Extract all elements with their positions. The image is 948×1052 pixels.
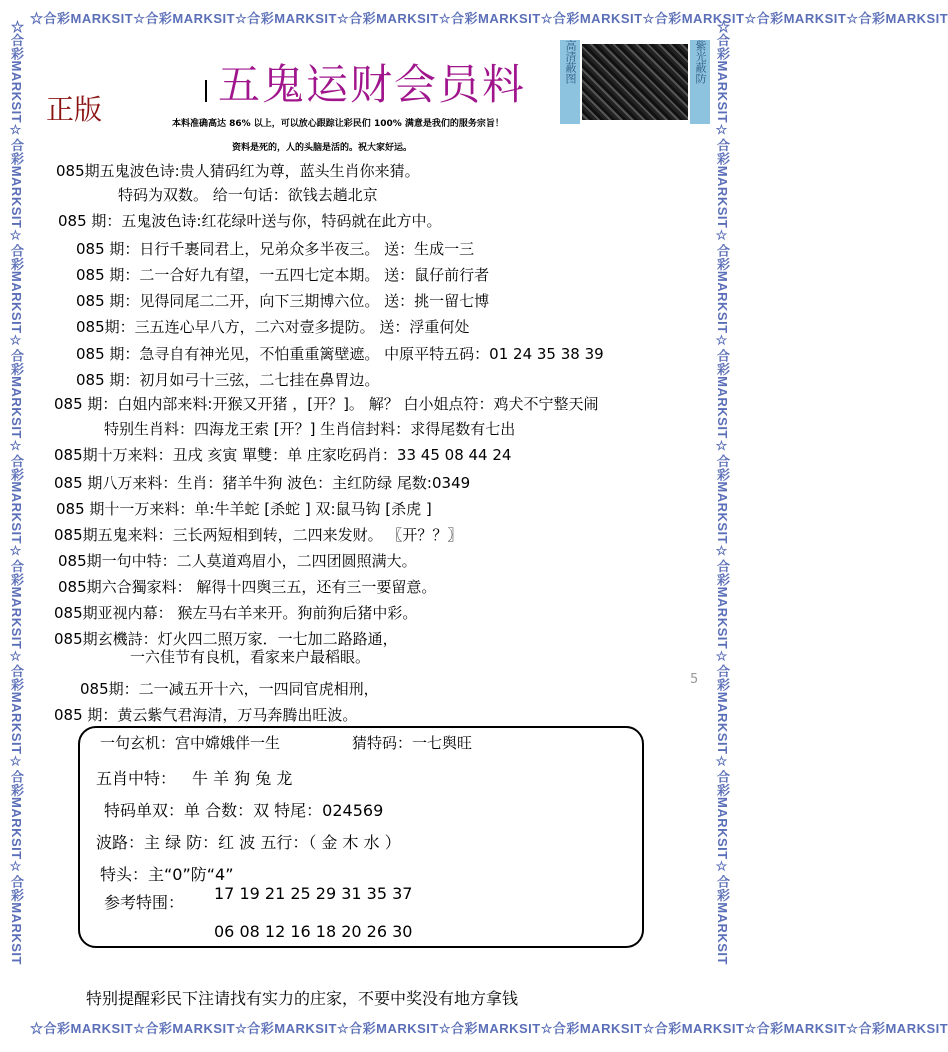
wave-line: 波路：主 绿 防：红 波 五行：（ 金 木 水 ） (96, 833, 401, 852)
reference-row-2: 06 08 12 16 18 20 26 30 (214, 922, 413, 941)
qr-right-label: 紫光蔽防 (690, 40, 710, 124)
content-line: 085 期：二一合好九有望，一五四七定本期。 送：鼠仔前行者 (76, 266, 490, 284)
content-line: 特别生肖料：四海龙王索 [开？] 生肖信封料：求得尾数有七出 (104, 420, 516, 438)
watermark-left: ☆合彩MARKSIT☆合彩MARKSIT☆合彩MARKSIT☆合彩MARKSIT☆合彩MARKSIT☆合彩MARKSIT☆合彩MARKSIT☆合彩MARKSIT☆合彩MARKSIT (9, 20, 24, 965)
qr-code-icon (582, 44, 688, 120)
content-line: 085 期：初月如弓十三弦，二七挂在鼻胃边。 (76, 371, 380, 389)
genuine-stamp: 正版 (46, 93, 103, 126)
page-title: 五鬼运财会员料 (218, 60, 527, 109)
content-line: 085期十万来料：丑戌 亥寅 單雙：单 庄家吃码肖：33 45 08 44 24 (54, 446, 512, 464)
reference-label: 参考特围： (104, 893, 185, 912)
content-line: 085 期：日行千裹同君上，兄弟众多半夜三。 送：生成一三 (76, 240, 475, 258)
content-line: 085期亚视内幕： 猴左马右羊来开。狗前狗后猪中彩。 (54, 604, 418, 622)
five-zodiac-values: 牛 羊 狗 兔 龙 (192, 769, 293, 788)
content-line: 特码为双数。 给一句话：欲钱去趟北京 (118, 186, 378, 204)
content-line: 085 期十一万来料：单:牛羊蛇 [杀蛇 ] 双:鼠马钩 [杀虎 ] (56, 500, 432, 518)
content-line: 085期六合獨家料： 解得十四舆三五，还有三一要留意。 (58, 578, 437, 596)
content-line: 085期五鬼来料：三长两短相到转，二四来发财。 〖开？？〗 (54, 526, 463, 544)
content-line: 085期五鬼波色诗:贵人猜码红为尊，蓝头生肖你来猜。 (56, 162, 420, 180)
watermark-bottom: ☆合彩MARKSIT☆合彩MARKSIT☆合彩MARKSIT☆合彩MARKSIT☆合彩MARKSIT☆合彩MARKSIT☆合彩MARKSIT☆合彩MARKSIT☆合彩MARKSIT (30, 1021, 948, 1036)
content-line: 085 期：五鬼波色诗:红花绿叶送与你，特码就在此方中。 (58, 212, 442, 230)
slogan-line-2: 资料是死的，人的头脑是活的。祝大家好运。 (232, 143, 413, 153)
content-line: 085 期：急寻自有神光见，不怕重重篱壁遮。 中原平特五码：01 24 35 38 39 (76, 345, 604, 363)
watermark-right: ☆合彩MARKSIT☆合彩MARKSIT☆合彩MARKSIT☆合彩MARKSIT☆合彩MARKSIT☆合彩MARKSIT☆合彩MARKSIT☆合彩MARKSIT☆合彩MARKSIT (715, 20, 730, 965)
qr-left-label: 高清蔽图 (560, 40, 580, 124)
content-line: 085期：二一减五开十六，一四同官虎相刑， (80, 680, 379, 698)
reference-row-1: 17 19 21 25 29 31 35 37 (214, 884, 413, 903)
head-line: 特头：主“0”防“4” (100, 865, 234, 884)
page-marker: 5 (690, 672, 699, 687)
riddle-text: 一句玄机：宫中嫦娥伴一生 (100, 734, 281, 752)
content-line: 085期一句中特：二人莫道鸡眉小，二四团圆照满大。 (58, 552, 417, 570)
content-line: 一六佳节有良机，看家来户最稻眼。 (130, 648, 371, 666)
qr-code-block (560, 40, 710, 124)
guess-text: 猜特码：一七舆旺 (352, 734, 473, 752)
footer-warning: 特别提醒彩民下注请找有实力的庄家，不要中奖没有地方拿钱 (86, 989, 519, 1008)
content-line: 085期：三五连心早八方，二六对壹多提防。 送：浮重何处 (76, 318, 470, 336)
content-line: 085 期八万来料：生肖：猪羊牛狗 波色：主红防绿 尾数:0349 (54, 474, 471, 492)
parity-line: 特码单双：单 合数：双 特尾：024569 (104, 801, 384, 820)
content-line: 085期玄機詩：灯火四二照万家．一七加二路路通， (54, 630, 398, 648)
slogan-line-1: 本料准确高达 86% 以上，可以放心跟踪让彩民们 100% 满意是我们的服务宗旨！ (172, 119, 504, 129)
title-cursor-mark (205, 80, 207, 102)
watermark-top: ☆合彩MARKSIT☆合彩MARKSIT☆合彩MARKSIT☆合彩MARKSIT☆合彩MARKSIT☆合彩MARKSIT☆合彩MARKSIT☆合彩MARKSIT☆合彩MARKSIT (30, 11, 948, 26)
content-line: 085 期：黄云紫气君海清，万马奔腾出旺波。 (54, 706, 358, 724)
five-zodiac-label: 五肖中特： (96, 769, 177, 788)
content-line: 085 期：见得同尾二二开，向下三期博六位。 送：挑一留七博 (76, 292, 490, 310)
content-line: 085 期：白姐内部来料:开猴又开猪 ，[开？]。 解？ 白小姐点符：鸡犬不宁整天闹 (54, 395, 599, 413)
